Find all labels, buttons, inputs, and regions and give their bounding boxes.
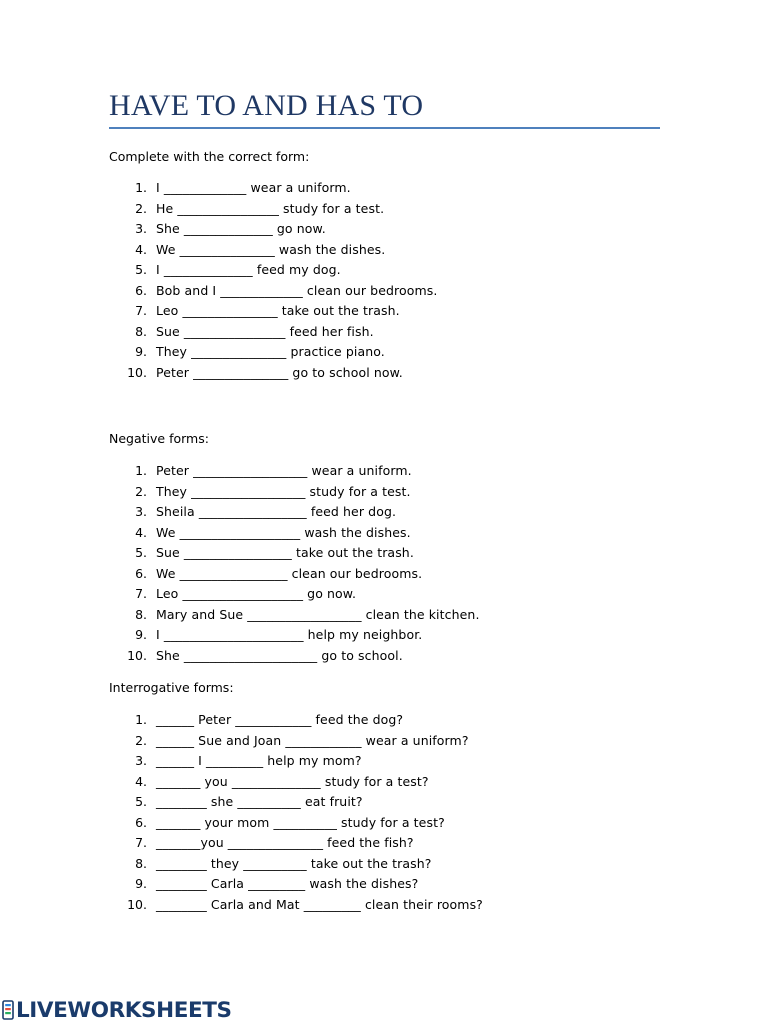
item-sentence: ________ Carla and Mat _________ clean their rooms? [156, 896, 483, 912]
item-sentence: ________ Carla _________ wash the dishes? [156, 876, 419, 891]
exercise-item [109, 283, 437, 304]
exercise-item [109, 897, 483, 918]
item-sentence: ________ she __________ eat fruit? [156, 794, 363, 809]
exercise-item [109, 303, 437, 324]
exercise-item [109, 242, 437, 263]
item-number: 10. [127, 364, 147, 380]
item-number: 9. [135, 876, 147, 891]
item-number: 5. [135, 545, 147, 560]
exercise-list-negative-forms [109, 463, 480, 668]
item-sentence: Sheila _________________ feed her dog. [156, 504, 397, 519]
exercise-item [109, 586, 480, 607]
exercise-item [109, 201, 437, 222]
liveworksheets-logo-icon [2, 999, 14, 1021]
item-sentence: ______ Sue and Joan ____________ wear a uniform? [156, 732, 469, 748]
item-sentence: She ______________ go now. [156, 221, 326, 236]
item-number: 7. [135, 586, 147, 601]
section-heading-negative-forms: Negative forms: [109, 431, 209, 446]
item-sentence: Leo _______________ take out the trash. [156, 303, 400, 318]
item-sentence: _______ you ______________ study for a test? [156, 773, 429, 789]
item-sentence: He ________________ study for a test. [156, 200, 385, 216]
item-sentence: Peter __________________ wear a uniform. [156, 463, 412, 478]
exercise-item [109, 344, 437, 365]
item-sentence: They __________________ study for a test. [156, 483, 411, 499]
item-number: 10. [127, 647, 147, 663]
item-number: 2. [135, 732, 147, 748]
exercise-item [109, 463, 480, 484]
item-number: 9. [135, 627, 147, 642]
item-number: 7. [135, 303, 147, 318]
item-number: 4. [135, 773, 147, 789]
item-sentence: Leo ___________________ go now. [156, 586, 357, 601]
item-number: 10. [127, 896, 147, 912]
exercise-item [109, 607, 480, 628]
item-number: 4. [135, 524, 147, 540]
item-number: 2. [135, 200, 147, 216]
item-sentence: Mary and Sue __________________ clean the kitchen. [156, 606, 480, 622]
item-sentence: We _________________ clean our bedrooms. [156, 565, 423, 581]
exercise-item [109, 712, 483, 733]
exercise-list-interrogative-forms [109, 712, 483, 917]
item-sentence: Sue _________________ take out the trash. [156, 545, 414, 560]
liveworksheets-logo[interactable] [2, 997, 232, 1023]
exercise-item [109, 753, 483, 774]
item-number: 8. [135, 606, 147, 622]
item-number: 5. [135, 794, 147, 809]
exercise-item [109, 504, 480, 525]
item-sentence: I _____________ wear a uniform. [156, 180, 351, 195]
exercise-item [109, 525, 480, 546]
exercise-list-correct-form [109, 180, 437, 385]
item-number: 8. [135, 323, 147, 339]
section-heading-correct-form: Complete with the correct form: [109, 149, 310, 164]
exercise-item [109, 733, 483, 754]
item-sentence: Sue ________________ feed her fish. [156, 323, 374, 339]
item-sentence: We _______________ wash the dishes. [156, 241, 386, 257]
exercise-item [109, 774, 483, 795]
exercise-item [109, 180, 437, 201]
exercise-item [109, 856, 483, 877]
item-sentence: _______ your mom __________ study for a test? [156, 814, 445, 830]
item-sentence: ______ I _________ help my mom? [156, 753, 362, 768]
section-heading-interrogative-forms: Interrogative forms: [109, 680, 234, 695]
title-divider [109, 127, 660, 129]
item-number: 9. [135, 344, 147, 359]
exercise-item [109, 648, 480, 669]
item-number: 1. [135, 463, 147, 478]
item-number: 4. [135, 241, 147, 257]
exercise-item [109, 545, 480, 566]
exercise-item [109, 262, 437, 283]
item-number: 6. [135, 565, 147, 581]
item-sentence: I ______________ feed my dog. [156, 262, 341, 277]
item-number: 7. [135, 835, 147, 850]
exercise-item [109, 365, 437, 386]
exercise-item [109, 221, 437, 242]
item-number: 5. [135, 262, 147, 277]
item-number: 2. [135, 483, 147, 499]
item-number: 3. [135, 221, 147, 236]
exercise-item [109, 484, 480, 505]
item-sentence: She _____________________ go to school. [156, 647, 403, 663]
item-sentence: We ___________________ wash the dishes. [156, 524, 411, 540]
item-number: 6. [135, 282, 147, 298]
item-sentence: _______you _______________ feed the fish? [156, 835, 414, 850]
exercise-item [109, 876, 483, 897]
item-sentence: ______ Peter ____________ feed the dog? [156, 712, 404, 727]
exercise-item [109, 835, 483, 856]
item-sentence: Bob and I _____________ clean our bedrooms. [156, 282, 438, 298]
item-number: 3. [135, 504, 147, 519]
exercise-item [109, 566, 480, 587]
item-number: 1. [135, 712, 147, 727]
page-title: HAVE TO AND HAS TO [109, 89, 424, 122]
exercise-item [109, 794, 483, 815]
exercise-item [109, 324, 437, 345]
item-number: 6. [135, 814, 147, 830]
item-sentence: They _______________ practice piano. [156, 344, 385, 359]
exercise-item [109, 815, 483, 836]
item-number: 3. [135, 753, 147, 768]
item-sentence: I ______________________ help my neighbor. [156, 627, 423, 642]
item-number: 1. [135, 180, 147, 195]
item-sentence: Peter _______________ go to school now. [156, 364, 403, 380]
logo-wordmark: LIVEWORKSHEETS [16, 997, 232, 1023]
item-number: 8. [135, 855, 147, 871]
exercise-item [109, 627, 480, 648]
item-sentence: ________ they __________ take out the trash? [156, 855, 432, 871]
